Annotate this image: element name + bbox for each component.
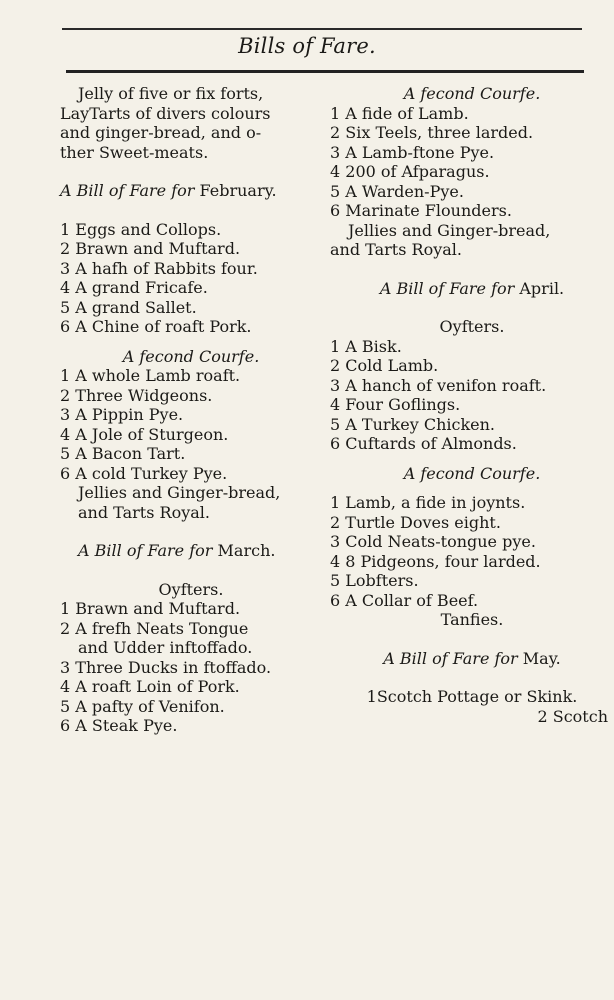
menu-item: 1Scotch Pottage or Skink.	[366, 687, 578, 706]
menu-item: 3 A Lamb-ftone Pye.	[330, 142, 495, 162]
menu-item: 2 Turtle Doves eight.	[330, 512, 501, 532]
right-column	[330, 84, 614, 726]
intro-line: LayTarts of divers colours	[60, 103, 271, 123]
menu-item: 4 A Jole of Sturgeon.	[60, 424, 229, 444]
menu-item: 6 A cold Turkey Pye.	[60, 463, 228, 483]
menu-item: 1 Eggs and Collops.	[60, 219, 222, 239]
menu-item: 3 Three Ducks in ftoffado.	[60, 657, 272, 677]
catchword: 2 Scotch	[537, 706, 608, 726]
menu-item: 4 A roaft Loin of Pork.	[60, 677, 240, 696]
menu-item: 1 A Bisk.	[330, 336, 402, 356]
left-column	[60, 84, 322, 736]
menu-item: 2 Cold Lamb.	[330, 356, 439, 375]
bill-heading-april: A Bill of Fare for April.	[379, 278, 565, 298]
menu-item: 6 A Chine of roaft Pork.	[60, 317, 252, 336]
menu-item: 5 Lobfters.	[330, 571, 419, 590]
menu-item: 1 A whole Lamb roaft.	[60, 366, 241, 385]
running-header: Bills of Fare.	[238, 34, 376, 58]
intro-line: Jelly of five or fix forts,	[78, 84, 264, 103]
menu-tail: Tanfies.	[440, 610, 504, 629]
menu-item: 5 A Turkey Chicken.	[330, 414, 495, 434]
menu-tail: Jellies and Ginger-bread,	[348, 220, 551, 240]
menu-item: 6 Cuftards of Almonds.	[330, 434, 517, 453]
top-rule	[62, 28, 582, 30]
menu-item: 4 Four Goflings.	[330, 395, 461, 414]
menu-item: 2 Three Widgeons.	[60, 385, 213, 405]
menu-item: 4 A grand Fricafe.	[60, 278, 208, 297]
menu-item: 2 Six Teels, three larded.	[330, 123, 534, 142]
menu-item: 5 A Bacon Tart.	[60, 444, 186, 463]
menu-item: 1 Lamb, a fide in joynts.	[330, 493, 526, 512]
menu-item: 1 Brawn and Muftard.	[60, 599, 241, 618]
header-rule	[66, 70, 584, 73]
menu-item: 3 Cold Neats-tongue pye.	[330, 532, 536, 551]
intro-line: and ginger-bread, and o-	[60, 123, 262, 142]
menu-item: 3 A hafh of Rabbits four.	[60, 258, 258, 278]
menu-tail: and Tarts Royal.	[330, 240, 462, 259]
menu-item: 4 200 of Afparagus.	[330, 162, 490, 181]
menu-item: 5 A pafty of Venifon.	[60, 696, 225, 716]
menu-item: 2 Brawn and Muftard.	[60, 239, 241, 258]
menu-item: 4 8 Pidgeons, four larded.	[330, 551, 541, 571]
menu-tail: and Tarts Royal.	[78, 502, 210, 522]
second-course-heading: A fecond Courfe.	[403, 463, 541, 483]
bill-heading-march: A Bill of Fare for March.	[78, 541, 276, 560]
menu-item: and Udder inftoffado.	[78, 638, 253, 657]
menu-item: 3 A Pippin Pye.	[60, 405, 184, 424]
menu-item: 5 A Warden-Pye.	[330, 181, 464, 201]
second-course-heading: A fecond Courfe.	[403, 84, 541, 103]
oysters-heading: Oyfters.	[158, 579, 224, 599]
oysters-heading: Oyfters.	[439, 317, 505, 336]
menu-item: 3 A hanch of venifon roaft.	[330, 375, 547, 395]
menu-item: 1 A fide of Lamb.	[330, 103, 469, 123]
menu-item: 5 A grand Sallet.	[60, 297, 197, 317]
second-course-heading: A fecond Courfe.	[122, 346, 260, 366]
menu-item: 6 A Steak Pye.	[60, 716, 178, 735]
menu-item: 6 A Collar of Beef.	[330, 590, 479, 610]
menu-tail: Jellies and Ginger-bread,	[78, 483, 281, 502]
menu-item: 6 Marinate Flounders.	[330, 201, 512, 220]
menu-item: 2 A frefh Neats Tongue	[60, 618, 249, 638]
bill-heading-february: A Bill of Fare for February.	[60, 181, 277, 200]
intro-line: ther Sweet-meats.	[60, 142, 209, 162]
bill-heading-may: A Bill of Fare for May.	[383, 648, 561, 668]
